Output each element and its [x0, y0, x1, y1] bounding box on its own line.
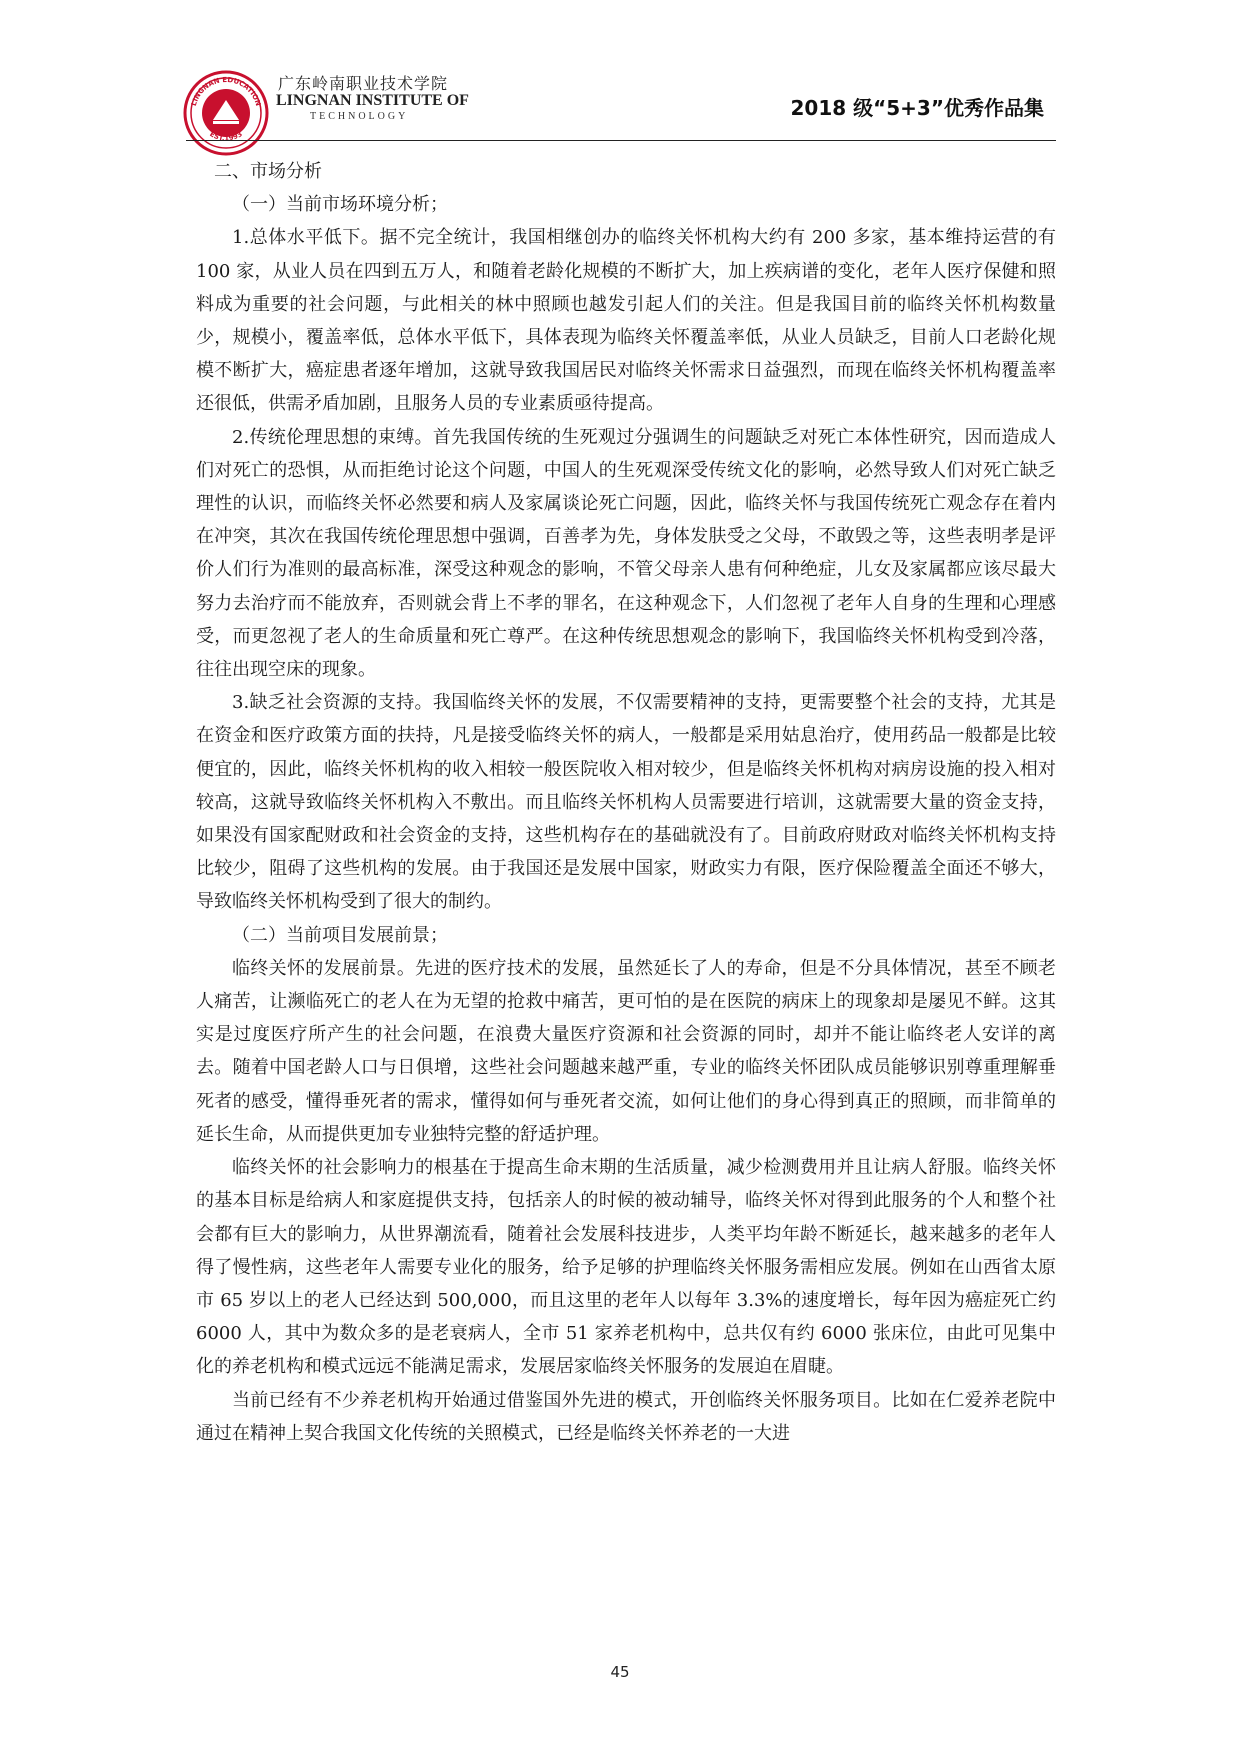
paragraph-1: 1.总体水平低下。据不完全统计，我国相继创办的临终关怀机构大约有 200 多家，基本维持运营的有 100 家，从业人员在四到五万人，和随着老龄化规模的不断扩大，加上疾病谱的变化，老年人医疗保健和照料成为重要的社会问题，与此相关的林中照顾也越发引起人们的关注。但是我国目前的临终关怀机构数量少，规模小，覆盖率低，总体水平低下，具体表现为临终关怀覆盖率低，从业人员缺乏，目前人口老龄化规模不断扩大，癌症患者逐年增加，这就导致我国居民对临终关怀需求日益强烈，而现在临终关怀机构覆盖率还很低，供需矛盾加剧，且服务人员的专业素质亟待提高。	[196, 227, 1056, 415]
page-number: 45	[610, 1663, 630, 1681]
school-name-en: LINGNAN INSTITUTE OF	[276, 92, 469, 109]
collection-title: 2018 级“5+3”优秀作品集	[790, 96, 1044, 120]
school-name-en-line2: TECHNOLOGY	[310, 111, 409, 122]
section-title: 二、市场分析	[214, 161, 322, 182]
paragraph-3: 3.缺乏社会资源的支持。我国临终关怀的发展，不仅需要精神的支持，更需要整个社会的支持，尤其是在资金和医疗政策方面的扶持，凡是接受临终关怀的病人，一般都是采用姑息治疗，使用药品一般都是比较便宜的，因此，临终关怀机构的收入相较一般医院收入相对较少，但是临终关怀机构对病房设施的投入相对较高，这就导致临终关怀机构入不敷出。而且临终关怀机构人员需要进行培训，这就需要大量的资金支持，如果没有国家配财政和社会资金的支持，这些机构存在的基础就没有了。目前政府财政对临终关怀机构支持比较少，阻碍了这些机构的发展。由于我国还是发展中国家，财政实力有限，医疗保险覆盖全面还不够大，导致临终关怀机构受到了很大的制约。	[196, 692, 1056, 913]
seal-text-top: LINGNAN EDUCATION	[189, 75, 263, 107]
paragraph-5: 临终关怀的社会影响力的根基在于提高生命末期的生活质量，减少检测费用并且让病人舒服。临终关怀的基本目标是给病人和家庭提供支持，包括亲人的时候的被动辅导，临终关怀对得到此服务的个人和整个社会都有巨大的影响力，从世界潮流看，随着社会发展科技进步，人类平均年龄不断延长，越来越多的老年人得了慢性病，这些老年人需要专业化的服务，给予足够的护理临终关怀服务需相应发展。例如在山西省太原市 65 岁以上的老人已经达到 500,000，而且这里的老年人以每年 3.3%的速度增长，每年因为癌症死亡约 6000 人，其中为数众多的是老衰病人，全市 51 家养老机构中，总共仅有约 6000 张床位，由此可见集中化的养老机构和模式远远不能满足需求，发展居家临终关怀服务的发展迫在眉睫。	[196, 1157, 1056, 1378]
school-seal-logo	[183, 70, 269, 156]
subsection-title-2: （二）当前项目发展前景；	[232, 924, 448, 946]
school-name-cn: 广东岭南职业技术学院	[278, 74, 449, 93]
subsection-title-1: （一）当前市场环境分析；	[232, 194, 448, 216]
paragraph-4: 临终关怀的发展前景。先进的医疗技术的发展，虽然延长了人的寿命，但是不分具体情况，甚至不顾老人痛苦，让濒临死亡的老人在为无望的抢救中痛苦，更可怕的是在医院的病床上的现象却是屡见不鲜。这其实是过度医疗所产生的社会问题，在浪费大量医疗资源和社会资源的同时，却并不能让临终老人安详的离去。随着中国老龄人口与日俱增，这些社会问题越来越严重，专业的临终关怀团队成员能够识别尊重理解垂死者的感受，懂得垂死者的需求，懂得如何与垂死者交流，如何让他们的身心得到真正的照顾，而非简单的延长生命，从而提供更加专业独特完整的舒适护理。	[196, 957, 1056, 1145]
seal-text-bottom: EST.1993	[208, 130, 244, 143]
header-divider	[186, 140, 1056, 141]
paragraph-2: 2.传统伦理思想的束缚。首先我国传统的生死观过分强调生的问题缺乏对死亡本体性研究，因而造成人们对死亡的恐惧，从而拒绝讨论这个问题，中国人的生死观深受传统文化的影响，必然导致人们对死亡缺乏理性的认识，而临终关怀必然要和病人及家属谈论死亡问题，因此，临终关怀与我国传统死亡观念存在着内在冲突，其次在我国传统伦理思想中强调，百善孝为先，身体发肤受之父母，不敢毁之等，这些表明孝是评价人们行为准则的最高标准，深受这种观念的影响，不管父母亲人患有何种绝症，儿女及家属都应该尽最大努力去治疗而不能放弃，否则就会背上不孝的罪名，在这种观念下，人们忽视了老年人自身的生理和心理感受，而更忽视了老人的生命质量和死亡尊严。在这种传统思想观念的影响下，我国临终关怀机构受到冷落，往往出现空床的现象。	[196, 426, 1056, 681]
body-text	[196, 155, 1056, 1450]
page-header	[0, 0, 1240, 150]
paragraph-6: 当前已经有不少养老机构开始通过借鉴国外先进的模式，开创临终关怀服务项目。比如在仁爱养老院中通过在精神上契合我国文化传统的关照模式，已经是临终关怀养老的一大进	[196, 1389, 1056, 1444]
